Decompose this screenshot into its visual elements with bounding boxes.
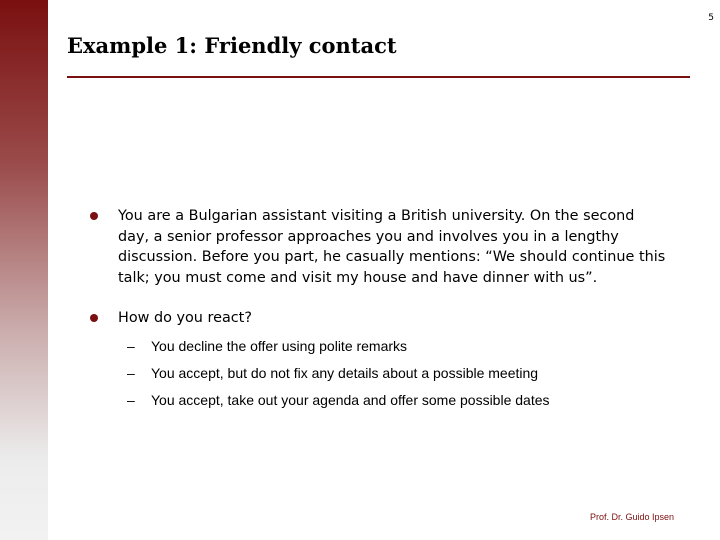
sub-bullet-item	[127, 391, 670, 410]
sub-bullet-item	[127, 337, 670, 356]
sub-bullet-list	[127, 337, 670, 410]
bullet-list	[90, 206, 670, 418]
bullet-text: You are a Bulgarian assistant visiting a British university. On the second day, a senior professor approaches you and involves you in a lengthy discussion. Before you part, he casually mentions: “We should continue this talk; you must come and visit my house and have dinner with us”.	[118, 208, 666, 286]
sub-bullet-item	[127, 364, 670, 383]
dash-marker: –	[127, 364, 135, 381]
sub-bullet-text: You accept, but do not fix any details about a possible meeting	[151, 364, 539, 381]
bullet-item	[90, 308, 670, 410]
dash-marker: –	[127, 391, 135, 408]
sub-bullet-text: You decline the offer using polite remarks	[151, 337, 408, 354]
bullet-item	[90, 206, 670, 288]
dash-marker: –	[127, 337, 135, 354]
page-number: 5	[708, 13, 714, 23]
bullet-dot-icon	[90, 212, 98, 220]
bullet-text: How do you react?	[118, 310, 252, 326]
sub-bullet-text: You accept, take out your agenda and offer some possible dates	[151, 391, 550, 408]
title-divider	[67, 76, 690, 78]
footer-author: Prof. Dr. Guido Ipsen	[590, 512, 675, 522]
bullet-dot-icon	[90, 314, 98, 322]
decorative-side-bar	[0, 0, 48, 540]
slide-title: Example 1: Friendly contact	[67, 33, 397, 58]
